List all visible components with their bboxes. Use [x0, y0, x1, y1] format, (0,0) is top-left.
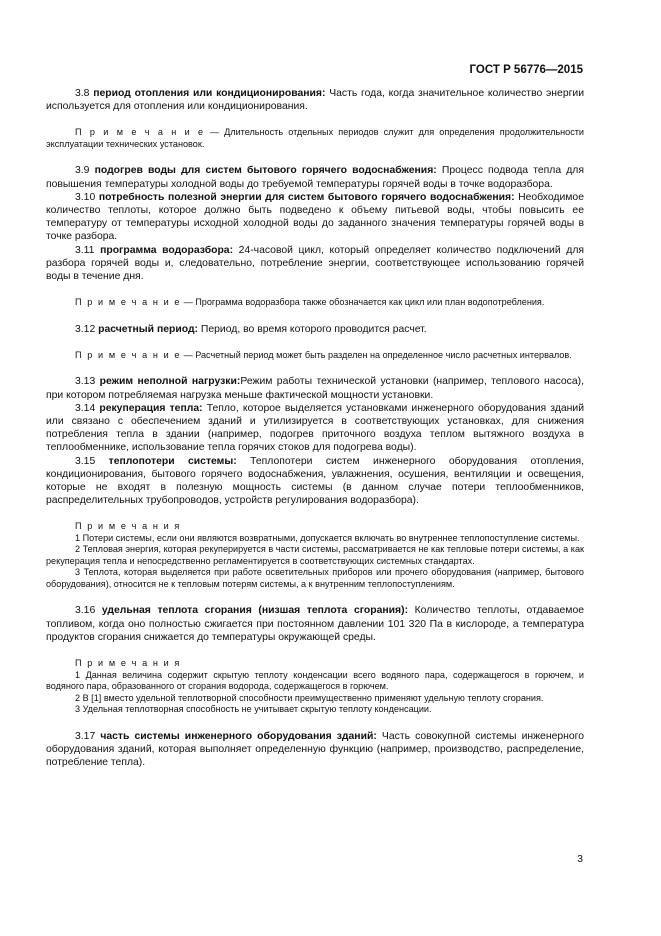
clause-number: 3.16: [75, 605, 96, 617]
note-item: 3 Теплота, которая выделяется при работе осветительных приборов или прочего оборудования (например, бытового оборудования), относится не к тепловым потерям системы, а к внутренним теплопоступлениям.: [46, 567, 584, 589]
clause-number: 3.17: [75, 730, 96, 742]
note-item: 1 Потери системы, если они являются возвратными, допускается включать во внутреннее теплопоступление системы.: [75, 532, 580, 543]
term: теплопотери системы:: [108, 455, 237, 467]
definition-text: Период, во время которого проводится расчет.: [198, 323, 427, 335]
term: режим неполной нагрузки:: [99, 376, 241, 388]
clause-number: 3.12: [75, 323, 96, 335]
definition-text: Режим работы технической установки (например, теплового насоса), при котором потребляемая нагрузка меньше фактической мощности установки.: [46, 376, 584, 401]
definition-3-16: [46, 604, 584, 644]
document-body: [46, 87, 584, 769]
standard-header: ГОСТ Р 56776—2015: [469, 64, 583, 76]
definition-3-8: [46, 87, 584, 113]
note-label: П р и м е ч а н и е: [75, 127, 205, 138]
page-number: 3: [577, 853, 583, 865]
definition-3-11: [46, 244, 584, 284]
clause-number: 3.15: [75, 455, 96, 467]
note-label: П р и м е ч а н и е: [75, 349, 182, 360]
definition-text: Количество теплоты, отдаваемое топливом, когда оно полностью сжигается при постоянном давлении 101 320 Па в кислороде, а температура продуктов сгорания снижается до температуры окружающей среды.: [46, 605, 584, 643]
term: программа водоразбора:: [100, 244, 234, 256]
note-label: П р и м е ч а н и е: [75, 297, 182, 308]
note-text: — Длительность отдельных периодов служит для определения продолжительности эксплуатации технических установок.: [46, 127, 584, 149]
note-text: — Расчетный период может быть разделен на определенное число расчетных интервалов.: [181, 349, 572, 360]
notes-label: П р и м е ч а н и я: [75, 521, 181, 532]
term: период отопления или кондиционирования:: [93, 88, 326, 99]
definition-text: Процесс подвода тепла для повышения температуры холодной воды до требуемой температуры горячей воды в точке водоразбора.: [46, 165, 584, 190]
definition-3-9: [46, 164, 584, 190]
definition-3-14: [46, 402, 584, 455]
definition-text: Часть совокупной системы инженерного оборудования зданий, которая выполняет определенную функцию (например, производство, распределение, потребление тепла).: [46, 730, 584, 768]
clause-number: 3.9: [75, 165, 90, 177]
term: расчетный период:: [98, 323, 199, 335]
definition-text: Тепло, которое выделяется установками инженерного оборудования зданий или связано с обеспечением зданий и утилизируется в соответствующих установках, для снижения потребления тепла в здании (например, подогрев приточного воздуха теплом вытяжного воздуха в теплообменнике, использование тепла горячих стоков для подогрева воды).: [46, 402, 585, 454]
note-3-8: [46, 127, 584, 150]
clause-number: 3.8: [75, 88, 90, 99]
term: потребность полезной энергии для систем бытового горячего водоснабжения:: [98, 191, 515, 203]
definition-text: Часть года, когда значительное количество энергии используется для отопления или кондиционирования.: [46, 88, 584, 113]
clause-number: 3.10: [75, 191, 96, 203]
clause-number: 3.11: [75, 244, 95, 256]
definition-text: Теплопотери систем инженерного оборудования отопления, кондиционирования, бытового горячего водоснабжения, увлажнения, осушения, вентиляции и освещения, которые не входят в полезную мощность системы (в данном случае потери теплообменников, распределительных трубопроводов, устройств регулирования водоразбора).: [46, 455, 584, 507]
note-text: — Программа водоразбора также обозначается как цикл или план водопотребления.: [181, 297, 545, 308]
definition-3-10: [46, 191, 584, 244]
definition-text: Необходимое количество теплоты, которое должно быть подведено к объему питьевой воды, чтобы повысить ее температуру от температуры исходной холодной воды до заданного значения температуры горячей воды в точке разбора.: [46, 191, 584, 243]
note-item: 2 В [1] вместо удельной теплотворной способности преимущественно применяют удельную теплоту сгорания.: [75, 692, 544, 703]
term: рекуперация тепла:: [99, 402, 203, 414]
clause-number: 3.13: [75, 376, 96, 388]
term: подогрев воды для систем бытового горячего водоснабжения:: [94, 165, 437, 177]
term: часть системы инженерного оборудования зданий:: [100, 730, 377, 742]
note-3-11: [46, 297, 584, 309]
note-item: 2 Тепловая энергия, которая рекуперируется в части системы, рассматривается не как тепловые потери системы, а как рекуперация тепла и непосредственно регламентируется в соответствующих системных стандартах.: [46, 544, 584, 566]
definition-text: 24-часовой цикл, который определяет количество подключений для разбора горячей воды и, следовательно, потребление энергии, соответствующее использованию горячей воды в течение дня.: [46, 244, 585, 283]
clause-number: 3.14: [75, 402, 96, 414]
notes-3-15: [46, 521, 584, 590]
definition-3-13: [46, 375, 584, 401]
definition-3-12: [46, 323, 584, 336]
definition-3-15: [46, 455, 584, 508]
note-item: 1 Данная величина содержит скрытую теплоту конденсации всего водяного пара, содержащегося в горючем, и водяного пара, образованного от сгорания водорода, содержащегося в горючем.: [46, 669, 584, 692]
notes-label: П р и м е ч а н и я: [75, 658, 181, 669]
definition-3-17: [46, 730, 584, 770]
note-3-12: [46, 350, 584, 362]
notes-3-16: [46, 658, 584, 716]
term: удельная теплота сгорания (низшая теплота сгорания):: [101, 605, 409, 617]
note-item: 3 Удельная теплотворная способность не учитывает скрытую теплоту конденсации.: [75, 704, 432, 715]
